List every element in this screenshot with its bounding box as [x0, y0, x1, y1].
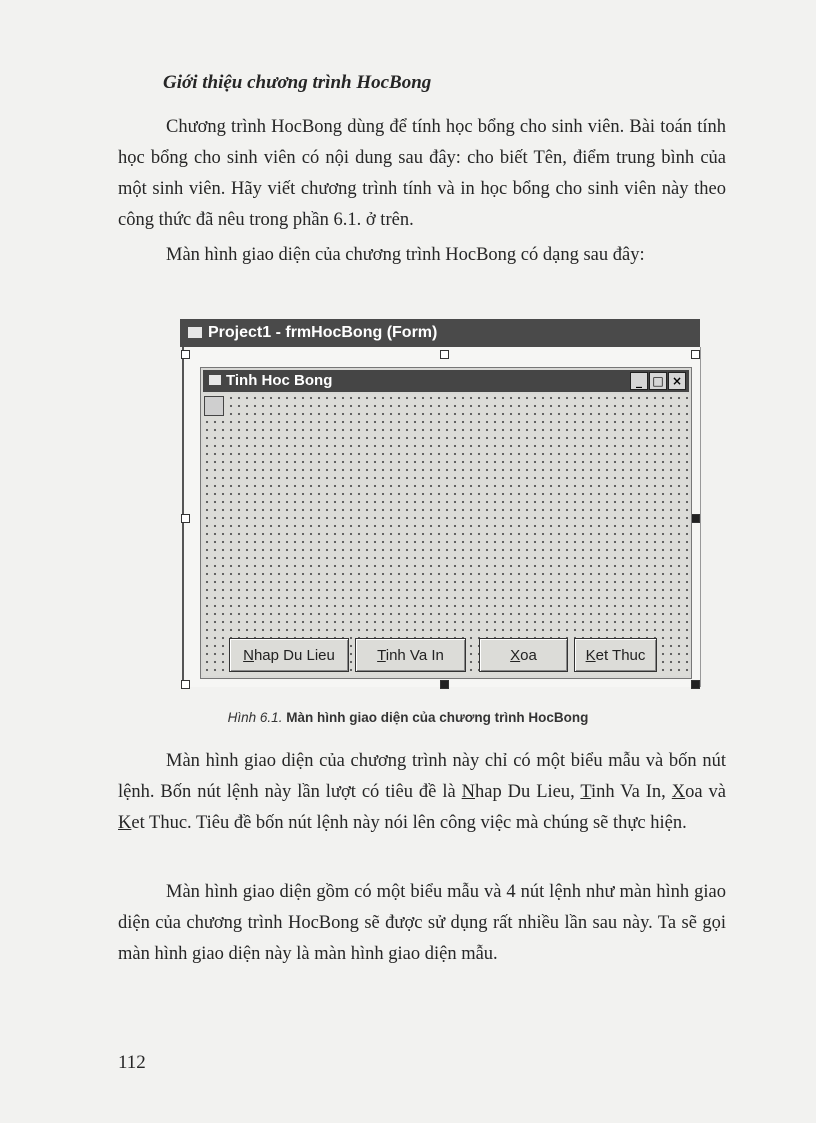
window-controls	[629, 372, 686, 394]
paragraph-buttons: Màn hình giao diện của chương trình này chỉ có một biểu mẫu và bốn nút lệnh. Bốn nút lệnh này lần lượt có tiêu đề là Nhap Du Lieu, Tinh Va In, Xoa và Ket Thuc. Tiêu đề bốn nút lệnh này nói lên công việc mà chúng sẽ thực hiện.	[118, 751, 727, 833]
form-window-icon	[188, 327, 202, 338]
form-design-grid	[203, 394, 689, 676]
caption-label: Hình 6.1.	[227, 710, 283, 725]
paragraph-figure-lead-text: Màn hình giao diện của chương trình HocBong có dạng sau đây:	[166, 245, 645, 265]
form-icon	[209, 375, 221, 385]
ide-title-text: Project1 - frmHocBong (Form)	[208, 324, 438, 341]
resize-handle-bottom-right[interactable]	[691, 680, 700, 689]
control-icon	[204, 396, 224, 416]
paragraph-intro-text: Chương trình HocBong dùng để tính học bổng cho sinh viên. Bài toán tính học bổng cho sinh viên có nội dung sau đây: cho biết Tên, điểm trung bình của một sinh viên. Hãy viết chương trình tính và in học bổng cho sinh viên này theo công thức đã nêu trong phần 6.1. ở trên.	[118, 117, 726, 230]
resize-handle-bottom[interactable]	[440, 680, 449, 689]
figure-caption	[0, 710, 816, 725]
form-title-text: Tinh Hoc Bong	[226, 372, 333, 389]
resize-handle-bottom-left[interactable]	[181, 680, 190, 689]
nhap-du-lieu-button[interactable]: Nhap Du Lieu	[229, 638, 349, 672]
paragraph-figure-lead	[118, 240, 726, 271]
resize-handle-top-right[interactable]	[691, 350, 700, 359]
section-heading: Giới thiệu chương trình HocBong	[163, 72, 432, 93]
figure-vb-designer	[180, 315, 700, 689]
caption-text: Màn hình giao diện của chương trình HocBong	[286, 710, 589, 725]
form-title-bar[interactable]	[203, 370, 689, 392]
paragraph-template-text: Màn hình giao diện gồm có một biểu mẫu và 4 nút lệnh như màn hình giao diện của chương trình HocBong sẽ được sử dụng rất nhiều lần sau này. Ta sẽ gọi màn hình giao diện này là màn hình giao diện mẫu.	[118, 882, 726, 964]
close-button[interactable]: ×	[668, 372, 686, 390]
resize-handle-top[interactable]	[440, 350, 449, 359]
resize-handle-right[interactable]	[691, 514, 700, 523]
tinh-va-in-button[interactable]: Tinh Va In	[355, 638, 466, 672]
resize-handle-left[interactable]	[181, 514, 190, 523]
maximize-button[interactable]: □	[649, 372, 667, 390]
xoa-button[interactable]: Xoa	[479, 638, 568, 672]
form-tinh-hoc-bong[interactable]	[200, 367, 692, 679]
paragraph-intro	[118, 112, 726, 236]
page-number: 112	[118, 1052, 146, 1073]
paragraph-template	[118, 877, 726, 970]
resize-handle-top-left[interactable]	[181, 350, 190, 359]
ket-thuc-button[interactable]: Ket Thuc	[574, 638, 657, 672]
ide-title-bar	[180, 319, 700, 347]
minimize-button[interactable]: _	[630, 372, 648, 390]
